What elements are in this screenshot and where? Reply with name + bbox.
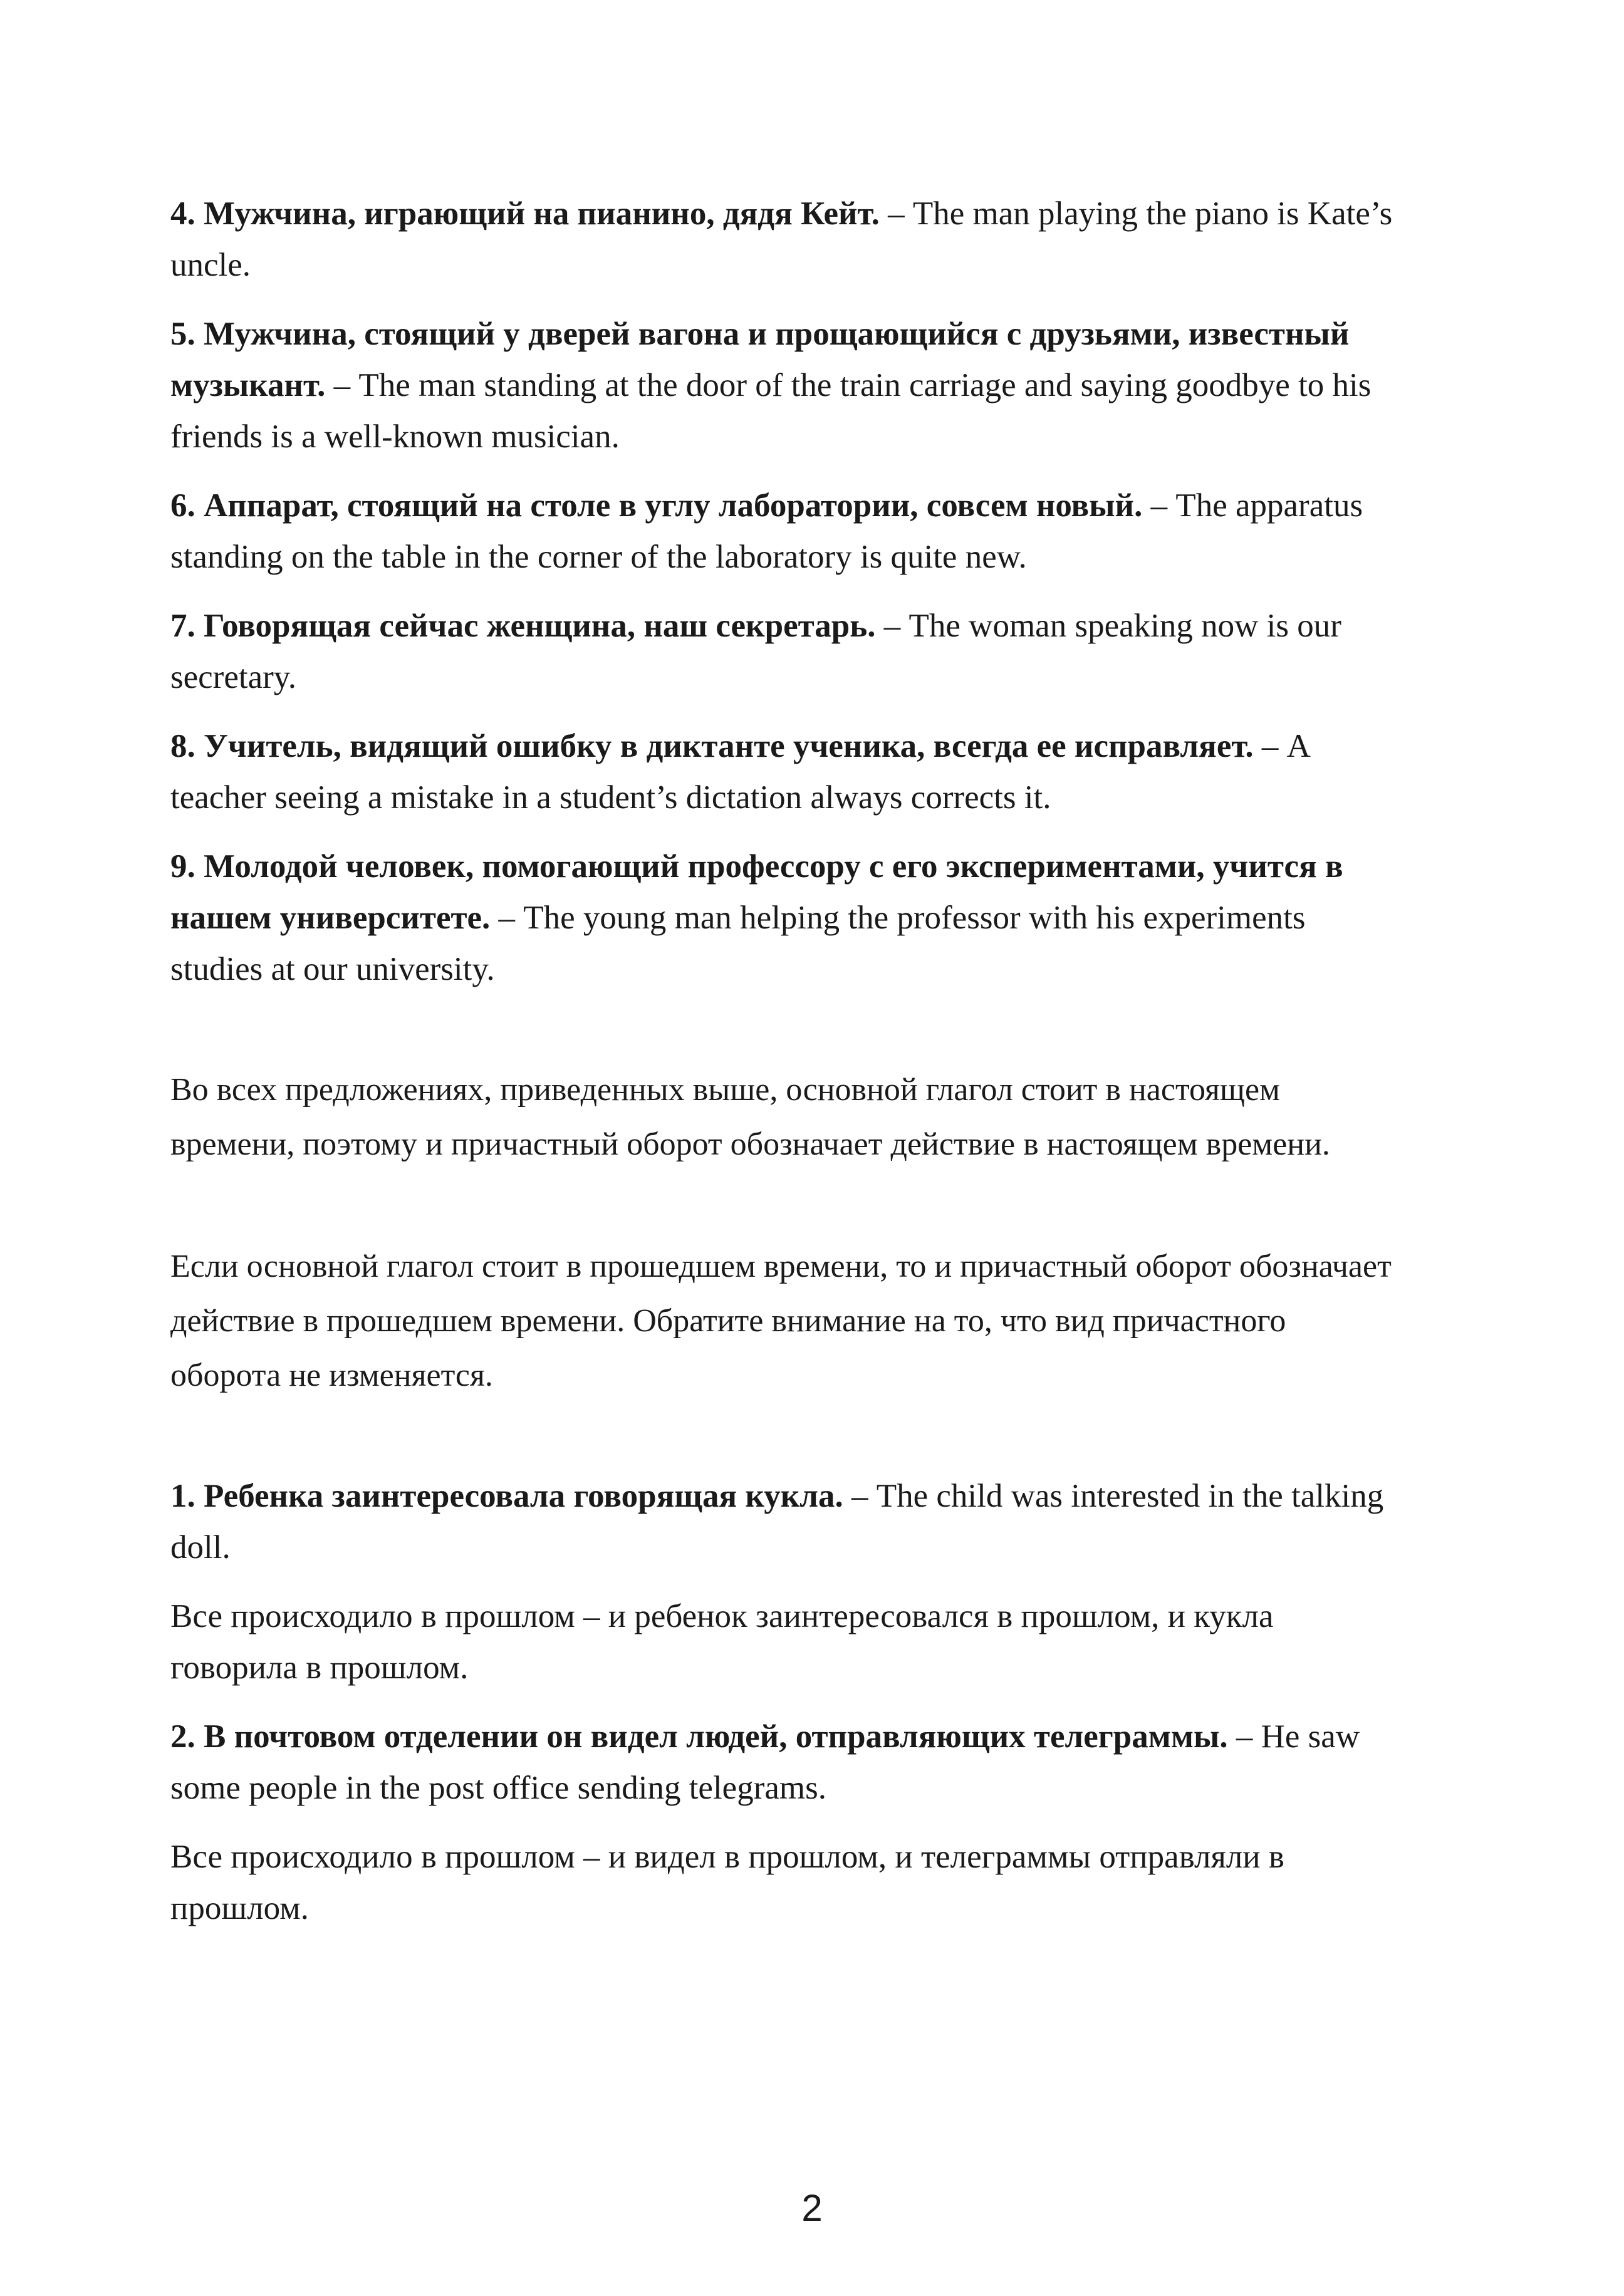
example-en: – A teacher seeing a mistake in a student’s dictation always corrects it.	[170, 728, 1309, 816]
example-ru: 4. Мужчина, играющий на пианино, дядя Кейт.	[170, 195, 880, 232]
document-page	[170, 188, 1398, 1934]
example-past-2-note: Все происходило в прошлом – и видел в прошлом, и телеграммы отправляли в прошлом.	[170, 1839, 1284, 1926]
example-ru: 9. Молодой человек, помогающий профессору с его экспериментами, учится в нашем университете.	[170, 848, 1343, 936]
example-ru: 5. Мужчина, стоящий у дверей вагона и прощающийся с друзьями, известный музыкант.	[170, 316, 1350, 403]
example-en: – He saw some people in the post office sending telegrams.	[170, 1718, 1360, 1806]
example-en: – The man playing the piano is Kate’s uncle.	[170, 195, 1393, 283]
page-number: 2	[801, 2187, 823, 2229]
example-en: – The apparatus standing on the table in the corner of the laboratory is quite new.	[170, 487, 1363, 575]
example-ru: 7. Говорящая сейчас женщина, наш секретарь.	[170, 608, 876, 644]
paragraph-past-tense: Если основной глагол стоит в прошедшем времени, то и причастный оборот обозначает действие в прошедшем времени. Обратите внимание на то, что вид причастного оборота не изменяется.	[170, 1249, 1392, 1393]
example-7	[170, 600, 1398, 703]
example-ru: 1. Ребенка заинтересовала говорящая кукла.	[170, 1478, 843, 1514]
example-en: – The man standing at the door of the train carriage and saying goodbye to his friends is a well-known musician.	[170, 367, 1372, 455]
example-en: – The woman speaking now is our secretary.	[170, 608, 1341, 695]
example-5	[170, 308, 1398, 462]
example-ru: 6. Аппарат, стоящий на столе в углу лаборатории, совсем новый.	[170, 487, 1143, 524]
example-ru: 2. В почтовом отделении он видел людей, отправляющих телеграммы.	[170, 1718, 1228, 1755]
example-6	[170, 480, 1398, 583]
example-4	[170, 188, 1398, 291]
example-past-1	[170, 1470, 1398, 1573]
example-9	[170, 841, 1398, 995]
example-en: – The child was interested in the talking doll.	[170, 1478, 1384, 1566]
example-past-2	[170, 1711, 1398, 1814]
example-past-1-note: Все происходило в прошлом – и ребенок заинтересовался в прошлом, и кукла говорила в прошлом.	[170, 1598, 1274, 1686]
example-ru: 8. Учитель, видящий ошибку в диктанте ученика, всегда ее исправляет.	[170, 728, 1254, 764]
example-8	[170, 720, 1398, 823]
example-en: – The young man helping the professor with his experiments studies at our university.	[170, 900, 1306, 987]
paragraph-present-tense: Во всех предложениях, приведенных выше, основной глагол стоит в настоящем времени, поэтому и причастный оборот обозначает действие в настоящем времени.	[170, 1072, 1330, 1162]
